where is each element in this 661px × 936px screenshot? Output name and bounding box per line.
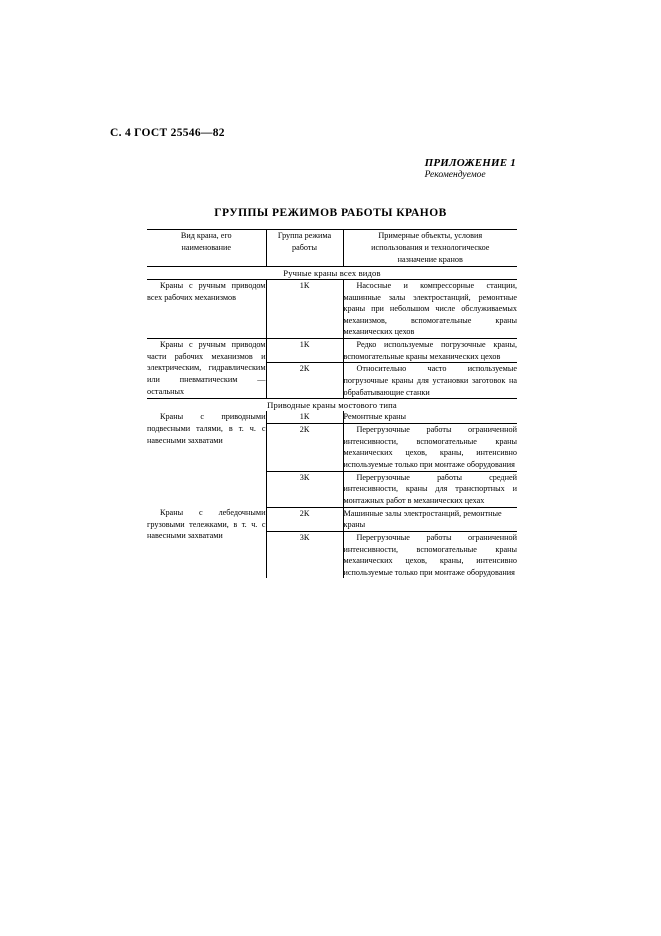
cell-duty-group [266, 279, 343, 338]
objects-text: Насосные и компрессорные станции, машинные залы электростанций, ремонтные краны при небольшом числе обслуживаемых механизмов, вспомогательные краны механических цехов [343, 280, 517, 337]
objects-text: Относительно часто используемые погрузочные краны для установки заготовок на обрабатывающие станки [343, 364, 517, 397]
duty-group-value: 3К [299, 472, 310, 482]
cell-duty-group [266, 411, 343, 423]
table-row [147, 507, 517, 531]
column-header-crane-kind-line2: наименование [181, 242, 231, 252]
cell-duty-group [266, 424, 343, 472]
cell-objects [343, 424, 517, 472]
section-header-row-manual-cranes [147, 266, 517, 279]
duty-group-value: 1К [299, 340, 310, 350]
cell-duty-group [266, 339, 343, 363]
table-row [147, 279, 517, 338]
cell-objects [343, 531, 517, 578]
cell-objects [343, 507, 517, 531]
duty-group-value: 2К [299, 425, 310, 435]
cell-objects [343, 339, 517, 363]
appendix-subtitle: Рекомендуемое [424, 170, 486, 180]
crane-kind-text: Краны с ручным приводом части рабочих механизмов и электрическим, гидравлическим или пневматическим — остальных [147, 340, 266, 396]
section-header-row-bridge-cranes [147, 399, 517, 412]
table-row [147, 339, 517, 363]
column-header-objects-line2: использования и технологическое [371, 242, 490, 252]
objects-text: Перегрузочные работы ограниченной интенсивности, вспомогательные краны механических цехов, краны, интенсивно используемые только при монтаже оборудования [343, 425, 517, 470]
duty-group-value: 2К [299, 364, 310, 374]
cell-duty-group [266, 471, 343, 507]
cell-objects [343, 363, 517, 399]
objects-text: Перегрузочные работы ограниченной интенсивности, вспомогательные краны механических цехов, краны, интенсивно используемые только при монтаже оборудования [343, 532, 517, 577]
crane-kind-text: Краны с приводными подвесными талями, в т. ч. с навесными захватами [147, 412, 266, 445]
column-header-objects-line1: Примерные объекты, условия [378, 231, 483, 240]
table-row [147, 411, 517, 423]
cell-duty-group [266, 507, 343, 531]
crane-duty-groups-table [147, 229, 517, 578]
column-header-duty-group-line1: Группа режима [277, 231, 332, 240]
objects-text: Перегрузочные работы средней интенсивности, краны для транспортных и монтажных работ в механических цехах [343, 472, 517, 505]
page-title: ГРУППЫ РЕЖИМОВ РАБОТЫ КРАНОВ [214, 207, 447, 219]
column-header-duty-group [266, 230, 343, 267]
column-header-objects [343, 230, 517, 267]
objects-text: Ремонтные краны [343, 412, 406, 422]
objects-text: Редко используемые погрузочные краны, вспомогательные краны механических цехов [343, 340, 517, 361]
appendix-block [425, 157, 516, 180]
cell-crane-kind [147, 279, 266, 338]
column-header-crane-kind [147, 230, 266, 267]
duty-group-value: 3К [299, 532, 310, 542]
duty-group-value: 1К [299, 412, 310, 422]
table-header-row [147, 230, 517, 267]
duty-group-value: 2К [299, 508, 310, 518]
column-header-duty-group-line2: работы [292, 242, 317, 252]
cell-crane-kind [147, 507, 266, 578]
cell-objects [343, 471, 517, 507]
section-title-manual-cranes: Ручные краны всех видов [147, 266, 517, 279]
cell-crane-kind [147, 339, 266, 399]
crane-kind-text: Краны с лебедочными грузовыми тележками, в т. ч. с навесными захватами [147, 508, 266, 541]
cell-objects [343, 411, 517, 423]
running-head: С. 4 ГОСТ 25546—82 [110, 127, 225, 139]
crane-kind-text: Краны с ручным приводом всех рабочих механизмов [147, 280, 266, 302]
appendix-title: ПРИЛОЖЕНИЕ 1 [424, 157, 516, 169]
cell-duty-group [266, 363, 343, 399]
column-header-objects-line3: назначение кранов [397, 254, 463, 264]
objects-text: Машинные залы электростанций, ремонтные краны [343, 508, 502, 530]
column-header-crane-kind-line1: Вид крана, его [180, 231, 232, 240]
crane-duty-groups-table-wrap [147, 229, 517, 578]
cell-crane-kind [147, 411, 266, 507]
cell-objects [343, 279, 517, 338]
cell-duty-group [266, 531, 343, 578]
section-title-bridge-cranes: Приводные краны мостового типа [267, 400, 397, 411]
duty-group-value: 1К [299, 280, 310, 290]
